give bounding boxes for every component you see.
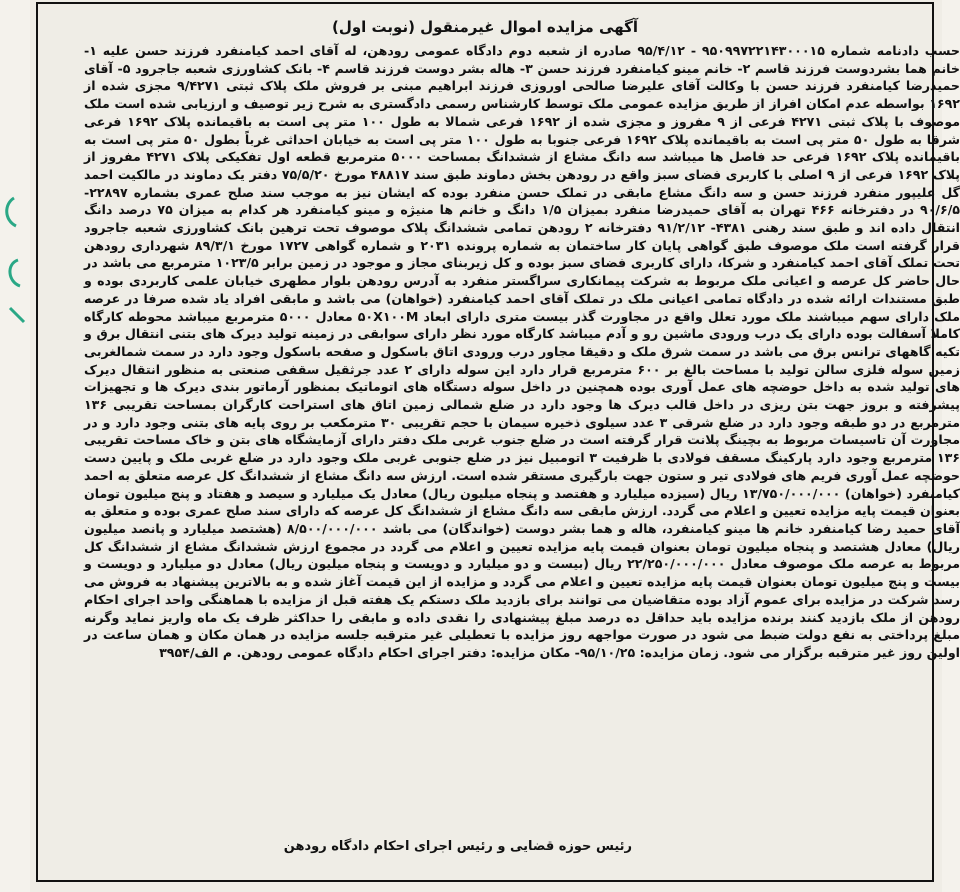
notice-body-text: حسب دادنامه شماره ۹۵۰۹۹۷۲۲۱۴۳۰۰۰۱۵ - ۹۵/۴/۱۲ صادره از شعبه دوم دادگاه عمومی رودهن، له آقای احمد کیامنفرد فرزند حسن علیه ۱- خانم هما بشردوست فرزند قاسم ۲- خانم مینو کیامنفرد فرزند حسن ۳- هاله بشر دوست فرزند قاسم ۴- بانک کشاورزی شعبه جاجرود ۵- آقای حمیدرضا کیامنفرد فرزند حسن با وکالت آقای علیرضا صالحی اوروزی فرزند ابراهیم مبنی بر فروش ملک پلاک ثبتی ۹/۴۲۷۱ مجزی شده از ۱۶۹۲ بواسطه عدم امکان افراز از طریق مزایده عمومی ملک توسط کارشناس رسمی دادگستری به شرح زیر توصیف و ارزیابی شده است ملک موصوف با پلاک ثبتی ۴۲۷۱ فرعی از ۹ مفروز و مجزی شده از ۱۶۹۲ فرعی شمالا به طول ۱۰۰ متر پی است به باقیمانده پلاک ۱۶۹۲ فرعی شرقا به طول ۵۰ متر پی است به باقیمانده پلاک ۱۶۹۲ فرعی جنوبا به طول ۱۰۰ متر پی است به خیابان احداثی غرباً بطول ۵۰ متر پی است به باقیمانده پلاک ۱۶۹۲ فرعی حد فاصل ها میباشد سه دانگ مشاع از ششدانگ بمساحت ۵۰۰۰ مترمربع قطعه اول تفکیکی پلاک ۴۲۷۱ مفروز از پلاک ۱۶۹۲ فرعی از ۹ اصلی با کاربری فضای سبز واقع در رودهن بخش دماوند طبق سند ۴۸۸۱۷ مورخ ۷۵/۵/۲۰ دفتر یک دماوند در مالکیت احمد گل علیپور منفرد فرزند حسن و سه دانگ مشاع مابقی در تملک حسن منفرد بوده که ایشان نیز به موجب سند صلح عمری بشماره ۲۲۸۹۷- ۹۰/۶/۵ در دفترخانه ۴۶۶ تهران به آقای حمیدرضا منفرد بمیزان ۱/۵ دانگ و خانم ها منیژه و مینو کیامنفرد هر کدام به میزان ۷۵ درصد دانگ انتقال داده اند و طبق سند رهنی ۴۳۸۱- ۹۱/۲/۱۲ دفترخانه ۲ رودهن تمامی ششدانگ پلاک موصوف تحت ترهین بانک کشاورزی شعبه جاجرود قرار گرفته است ملک موصوف طبق گواهی پایان کار ساختمان به شماره پرونده ۲۰۳۱ و شماره گواهی ۱۷۲۷ مورخ ۸۹/۳/۱ شهرداری رودهن تحت تملک آقای احمد کیامنفرد و شرکا، دارای کاربری فضای سبز بوده و کل زیربنای مجاز و موجود در زمین برابر ۱۰۲۳/۵ مترمربع می باشد در حال حاضر کل عرصه و اعیانی ملک مربوط به شرکت پیمانکاری سراگستر منفرد به آدرس رودهن بلوار مطهری خیابان علمی کاربردی بوده و طبق مستندات ارائه شده در دادگاه تمامی اعیانی ملک در تملک آقای احمد کیامنفرد (خواهان) می باشد و مابقی افراد یاد شده صرفا در عرصه ملک دارای سهم میباشند ملک مورد تعلل واقع در مجاورت گذر بیست متری دارای ابعاد ۵۰X۱۰۰M معادل ۵۰۰۰ مترمربع میباشد محوطه کارگاه کاملا آسفالت بوده دارای یک درب ورودی ماشین رو و آدم میباشد کارگاه مورد نظر دارای سوابقی در زمینه تولید دیرک های بتنی انتقال برق و تکیه گاههای ترانس برق می باشد در سمت شرق ملک و دقیقا مجاور درب ورودی اتاق باسکول و صفحه باسکول وجود دارد در سمت شمالغربی زمین سوله فلزی سالن تولید با مساحت بالغ بر ۶۰۰ مترمربع قرار دارد این سوله دارای ۲ عدد جرثقیل سقفی صنعتی به منظور انتقال دیرک های تولید شده به داخل حوضچه های عمل آوری بوده همچنین در داخل سوله دستگاه های اتوماتیک بمنظور آرماتور بندی دیرک ها و تجهیزات پیشرفته و بروز جهت بتن ریزی در داخل قالب دیرک ها وجود دارد در ضلع شمالی زمین اتاق های استراحت کارگران بمساحت تقریبی ۱۳۶ مترمربع در دو طبقه وجود دارد در ضلع شرقی ۳ عدد سیلوی ذخیره سیمان با حجم تقریبی ۳۰ مترمکعب بر روی پایه های بتنی وجود دارد و در مجاورت آن تاسیسات مربوط به بچینگ پلانت قرار گرفته است در ضلع جنوب غربی ملک دفتر دارای آزمایشگاه های بتن و خاک مساحت تقریبی ۱۳۶ مترمربع وجود دارد پارکینگ مسقف فولادی با ظرفیت ۳ اتومبیل نیز در ضلع جنوبی غربی ملک وجود دارد در ضلع غربی ملک و پایین دست حوضچه عمل آوری فریم های فولادی تیر و ستون جهت بارگیری مستقر شده است. ارزش سه دانگ مشاع از ششدانگ کل عرصه متعلق به احمد کیامنفرد (خواهان) ۱۳/۷۵۰/۰۰۰/۰۰۰ ریال (سیزده میلیارد و هفتصد و پنجاه میلیون ریال) معادل یک میلیارد و سیصد و هفتاد و پنج میلیون تومان بعنوان قیمت پایه مزایده تعیین و اعلام می گردد. ارزش مابقی سه دانگ مشاع از ششدانگ کل عرصه که دارای سند صلح عمری بوده و متعلق به آقای حمید رضا کیامنفرد خانم ها مینو کیامنفرد، هاله و هما بشر دوست (خواندگان) می باشد ۸/۵۰۰/۰۰۰/۰۰۰ (هشتصد میلیارد و پانصد میلیون ریال) معادل هشتصد و پنجاه میلیون تومان بعنوان قیمت پایه مزایده تعیین و اعلام می گردد در مجموع ارزش ششدانگ مشاع از ششدانگ کل مربوط به عرصه ملک موصوف معادل ۲۲/۲۵۰/۰۰۰/۰۰۰ ریال (بیست و دو میلیارد و دویست و پنجاه میلیون ریال) معادل دو میلیارد و دویست و بیست و پنج میلیون تومان بعنوان قیمت پایه مزایده تعیین و اعلام می گردد و مزایده از این قیمت آغاز شده و به بالاترین پیشنهاد به فروش می رسد شرکت در مزایده برای عموم آزاد بوده متقاضیان می توانند برای بازدید ملک دستکم یک هفته قبل از مزایده با هماهنگی واحد اجرای احکام رودهن از ملک بازدید کنند برنده مزایده باید حداقل ده درصد مبلغ پیشنهادی را نقدی داده و مابقی را حداکثر ظرف یک ماه واریز نماید وگرنه مبلغ پرداختی به نفع دولت ضبط می شود در صورت مواجهه روز مزایده با تعطیلی غیر مترقبه جلسه مزایده در همان مکان و همان ساعت در اولین روز غیر مترقبه برگزار می شود. زمان مزایده: ۹۵/۱۰/۲۵- مکان مزایده: دفتر اجرای احکام دادگاه عمومی رودهن. م الف/۳۹۵۴	[84, 43, 960, 660]
notice-title	[38, 18, 932, 36]
notice-title-text: آگهی مزایده اموال غیرمنقول (نوبت اول)	[331, 18, 639, 36]
notice-body	[84, 42, 960, 662]
notice-border	[36, 2, 960, 882]
signature-text: رئیس حوزه قضایی و رئیس اجرای احکام دادگاه رودهن	[283, 839, 632, 854]
edge-ink-mark	[0, 190, 30, 330]
notice-signature	[82, 839, 632, 854]
